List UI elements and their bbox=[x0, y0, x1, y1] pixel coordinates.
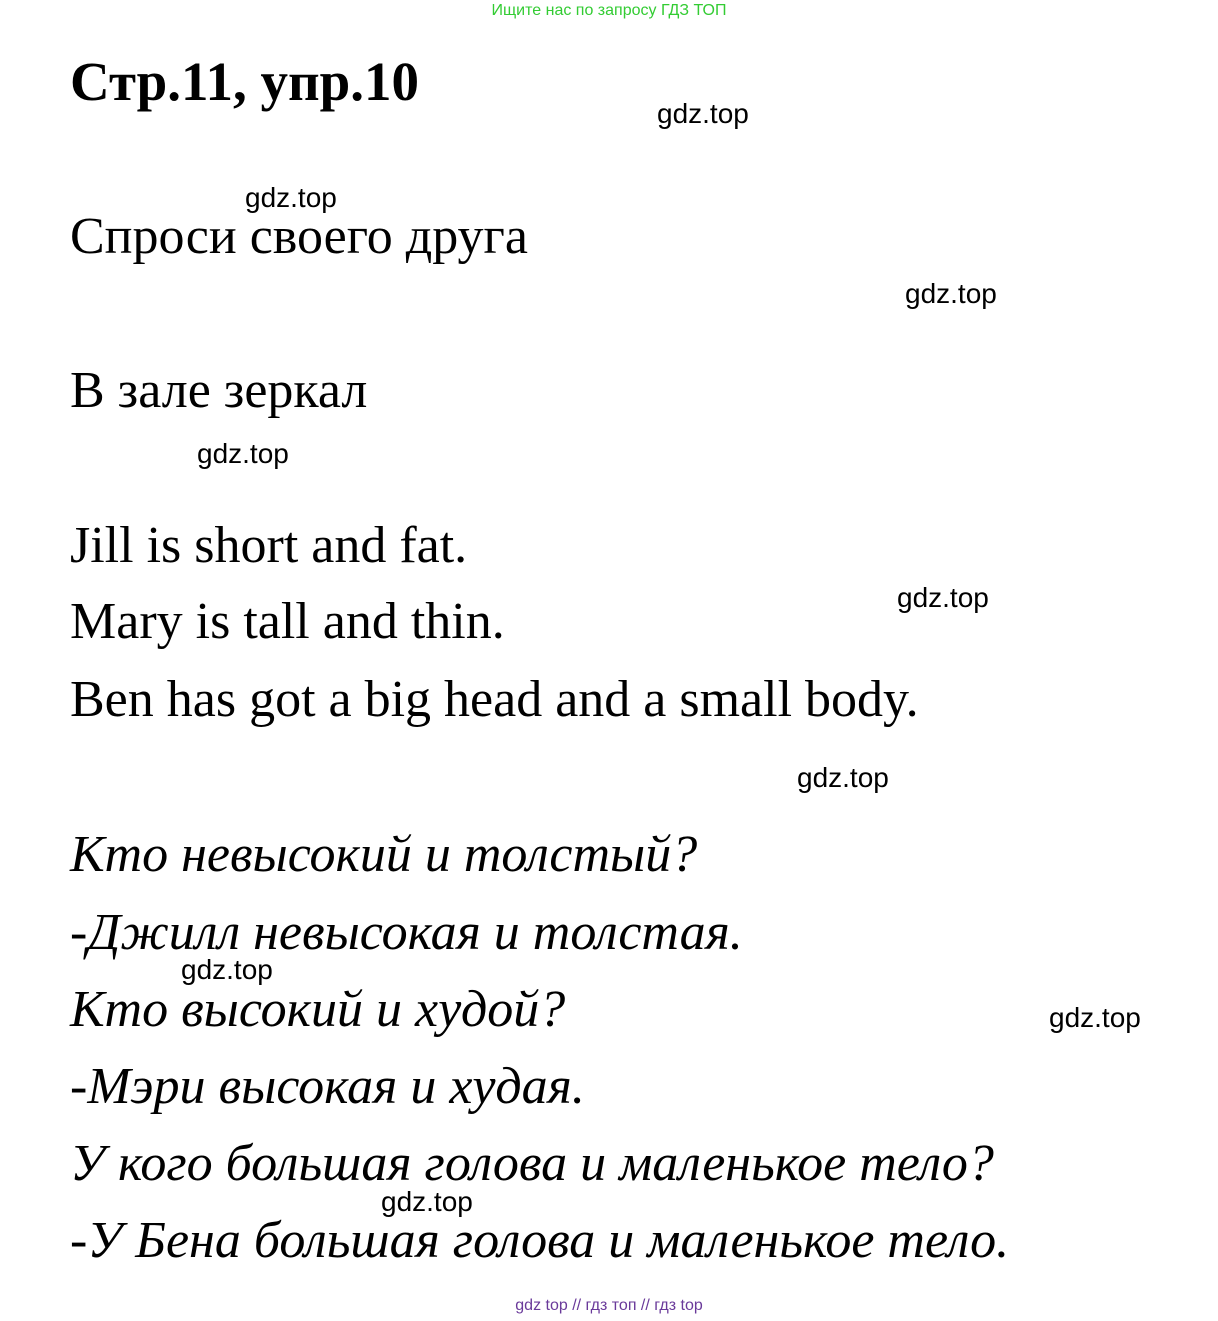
top-banner: Ищите нас по запросу ГДЗ ТОП bbox=[491, 2, 727, 19]
russian-answer: -Мэри высокая и худая. bbox=[70, 1058, 585, 1115]
footer-text: gdz top // гдз топ // гдз top bbox=[515, 1297, 703, 1314]
english-line: Jill is short and fat. bbox=[70, 517, 468, 574]
page-title: Стр.11, упр.10 bbox=[70, 51, 420, 112]
watermark: gdz.top bbox=[381, 1186, 473, 1217]
watermark: gdz.top bbox=[245, 182, 337, 213]
english-line: Mary is tall and thin. bbox=[70, 593, 505, 650]
watermark: gdz.top bbox=[197, 438, 289, 469]
russian-question: Кто невысокий и толстый? bbox=[70, 826, 698, 883]
watermark: gdz.top bbox=[1049, 1002, 1141, 1033]
russian-question: Кто высокий и худой? bbox=[70, 981, 566, 1038]
russian-answer: -У Бена большая голова и маленькое тело. bbox=[70, 1212, 1010, 1269]
watermark: gdz.top bbox=[905, 278, 997, 309]
english-line: Ben has got a big head and a small body. bbox=[70, 671, 919, 728]
watermark: gdz.top bbox=[897, 582, 989, 613]
watermark: gdz.top bbox=[657, 98, 749, 129]
watermark: gdz.top bbox=[797, 762, 889, 793]
heading-ask-friend: Спроси своего друга bbox=[70, 208, 528, 265]
watermark: gdz.top bbox=[181, 954, 273, 985]
russian-question: У кого большая голова и маленькое тело? bbox=[70, 1135, 994, 1192]
russian-answer: -Джилл невысокая и толстая. bbox=[70, 904, 743, 961]
heading-hall-of-mirrors: В зале зеркал bbox=[70, 362, 368, 419]
